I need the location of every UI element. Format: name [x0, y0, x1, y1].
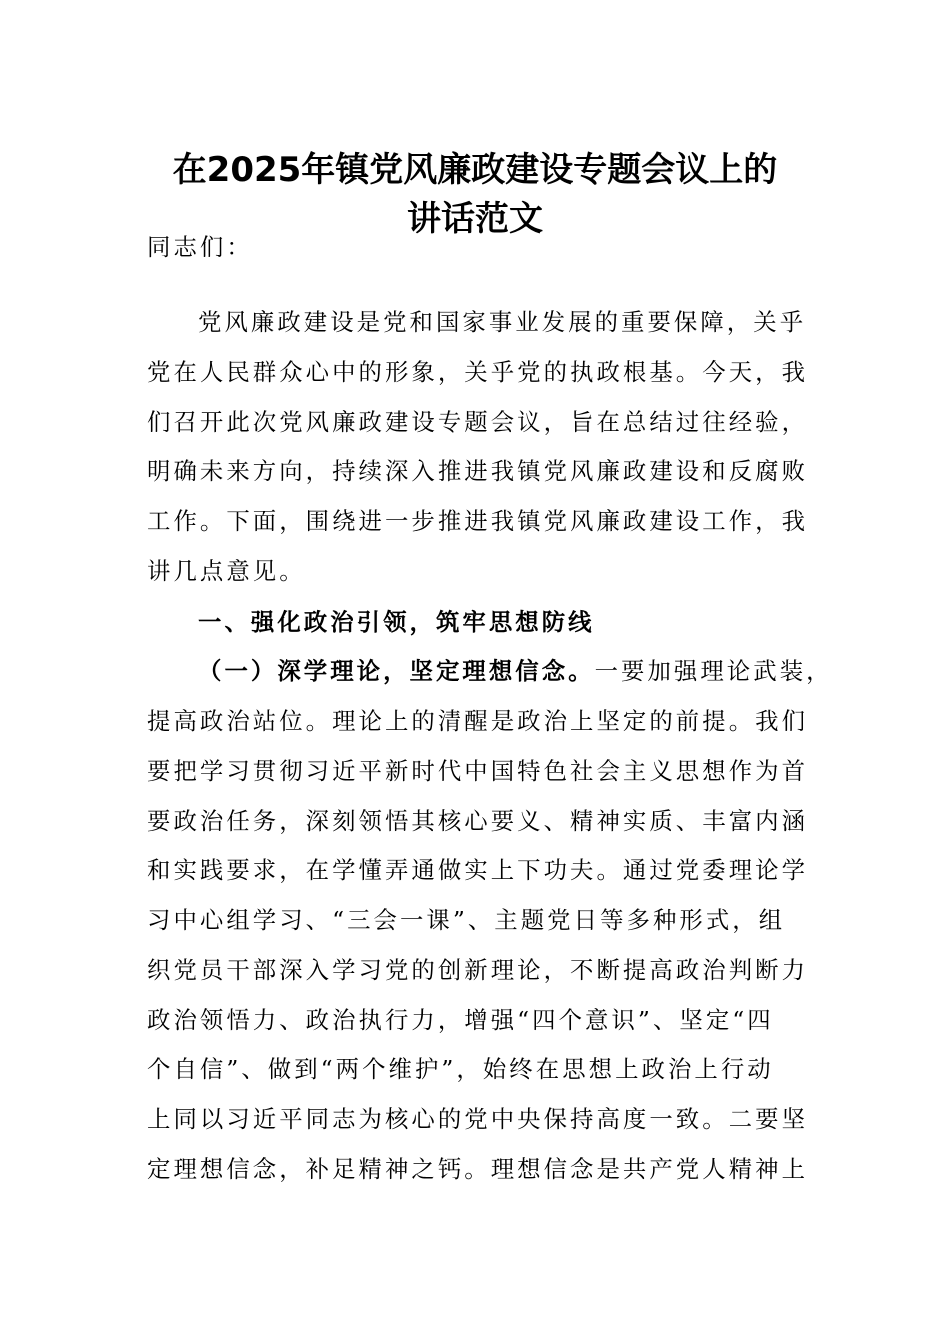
document-title-line-1: 在2025年镇党风廉政建设专题会议上的	[172, 150, 778, 190]
subsection-text: 一要加强理论武装，	[594, 657, 833, 685]
section-heading: 一、强化政治引领，筑牢思想防线	[198, 608, 595, 636]
body-paragraph-line: 要政治任务，深刻领悟其核心要义、精神实质、丰富内涵	[147, 807, 809, 835]
body-paragraph-line: 织党员干部深入学习党的创新理论，不断提高政治判断力	[147, 956, 809, 984]
intro-paragraph-line: 工作。下面，围绕进一步推进我镇党风廉政建设工作，我	[147, 507, 809, 535]
document-title-line-2: 讲话范文	[407, 199, 543, 239]
body-paragraph-line: 定理想信念，补足精神之钙。理想信念是共产党人精神上	[147, 1155, 809, 1183]
body-paragraph-line: 习中心组学习、“三会一课”、主题党日等多种形式，组	[147, 906, 786, 934]
intro-paragraph-line: 们召开此次党风廉政建设专题会议，旨在总结过往经验，	[147, 408, 809, 436]
intro-paragraph-line: 党风廉政建设是党和国家事业发展的重要保障，关乎	[198, 308, 807, 336]
subsection-heading: （一）深学理论，坚定理想信念。	[198, 657, 595, 685]
salutation: 同志们：	[147, 233, 253, 261]
intro-paragraph-line: 讲几点意见。	[147, 557, 306, 585]
body-paragraph-line: 提高政治站位。理论上的清醒是政治上坚定的前提。我们	[147, 707, 809, 735]
body-paragraph-line: 上同以习近平同志为核心的党中央保持高度一致。二要坚	[147, 1105, 809, 1133]
intro-paragraph-line: 明确未来方向，持续深入推进我镇党风廉政建设和反腐败	[147, 457, 809, 485]
subsection-first-line	[198, 646, 833, 696]
body-paragraph-line: 政治领悟力、政治执行力，增强“四个意识”、坚定“四	[147, 1006, 774, 1034]
intro-paragraph-line: 党在人民群众心中的形象，关乎党的执政根基。今天，我	[147, 358, 809, 386]
body-paragraph-line: 要把学习贯彻习近平新时代中国特色社会主义思想作为首	[147, 757, 809, 785]
body-paragraph-line: 个自信”、做到“两个维护”，始终在思想上政治上行动	[147, 1055, 774, 1083]
body-paragraph-line: 和实践要求，在学懂弄通做实上下功夫。通过党委理论学	[147, 856, 809, 884]
